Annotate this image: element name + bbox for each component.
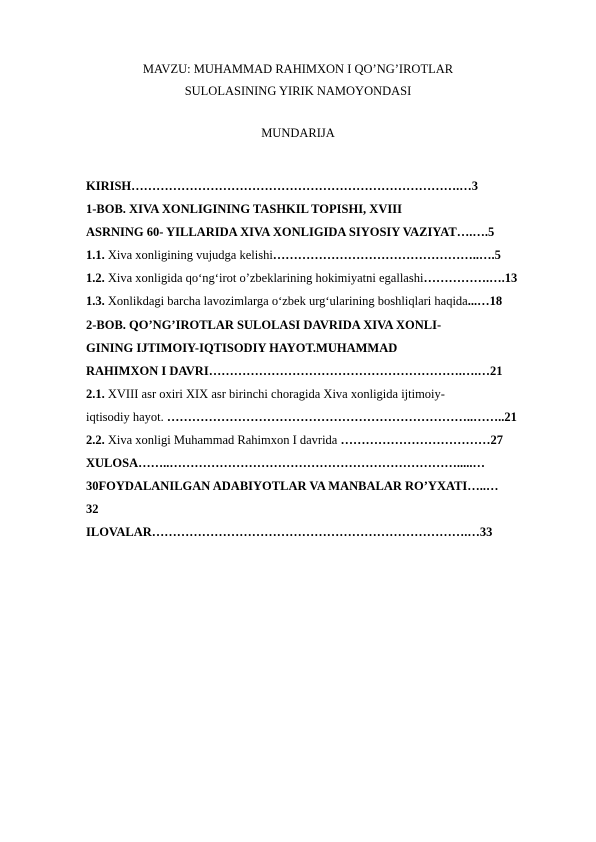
toc-entry-references-page xyxy=(86,502,99,517)
toc-entry-number: 1.3. xyxy=(86,294,105,308)
toc-leader: ...…18 xyxy=(467,294,503,308)
toc-entry-text: ASRNING 60- YILLARIDA XIVA XONLIGIDA SIYOSIY VAZIYAT xyxy=(86,225,457,239)
toc-leader: …………….….13 xyxy=(423,271,518,285)
toc-entry-references xyxy=(86,479,499,494)
toc-leader: ……..…………………………………………………………….....… xyxy=(138,456,485,470)
toc-leader: …………………………………………..….5 xyxy=(272,248,501,262)
toc-entry-1-1 xyxy=(86,248,501,263)
toc-entry-2-1-line-2 xyxy=(86,410,517,425)
toc-leader: …………………………………………………………………….…3 xyxy=(131,179,479,193)
toc-leader: ………………………………………………………………….…33 xyxy=(151,525,493,539)
toc-entry-text: 30FOYDALANILGAN ADABIYOTLAR VA MANBALAR RO’YXATI xyxy=(86,479,468,493)
toc-entry-text: KIRISH xyxy=(86,179,132,193)
toc-entry-chapter-2-line-3 xyxy=(86,364,502,379)
contents-heading: MUNDARIJA xyxy=(261,126,335,140)
toc-leader: ………………………………………………………………..……..21 xyxy=(163,410,517,424)
toc-entry-chapter-2-line-1 xyxy=(86,318,441,333)
toc-entry-number: 1.2. xyxy=(86,271,105,285)
toc-entry-text: RAHIMXON I DAVRI xyxy=(86,364,209,378)
toc-entry-1-2 xyxy=(86,271,517,286)
toc-entry-text: Xiva xonligi Muhammad Rahimxon I davrida xyxy=(104,433,338,447)
toc-entry-number: 2.1. xyxy=(86,387,105,401)
topic-title-line-2: SULOLASINING YIRIK NAMOYONDASI xyxy=(184,84,412,98)
toc-entry-1-3 xyxy=(86,294,502,309)
toc-entry-chapter-2-line-2 xyxy=(86,341,397,356)
toc-entry-2-1-line-1 xyxy=(86,387,445,402)
toc-entry-text: 1-BOB. XIVA XONLIGINING TASHKIL TOPISHI, XVIII xyxy=(86,202,402,216)
toc-entry-chapter-1-line-2 xyxy=(86,225,494,240)
toc-entry-text: Xiva xonligining vujudga kelishi xyxy=(104,248,273,262)
toc-entry-text: iqtisodiy hayot. xyxy=(86,410,164,424)
toc-entry-text: Xiva xonligida qo‘ng‘irot o’zbeklarining hokimiyatni egallashi xyxy=(104,271,424,285)
toc-leader: …………………………………………………….….…21 xyxy=(208,364,503,378)
toc-leader: …..… xyxy=(467,479,499,493)
toc-entry-appendices xyxy=(86,525,492,540)
toc-entry-conclusion xyxy=(86,456,485,471)
toc-leader: ….….5 xyxy=(456,225,495,239)
toc-entry-text: GINING IJTIMOIY-IQTISODIY HAYOT.MUHAMMAD xyxy=(86,341,398,355)
toc-entry-number: 2.2. xyxy=(86,433,105,447)
toc-entry-text: XVIII asr oxiri XIX asr birinchi choragida Xiva xonligida ijtimoiy- xyxy=(104,387,445,401)
toc-leader: ………………………………27 xyxy=(337,433,503,447)
toc-entry-2-2 xyxy=(86,433,503,448)
toc-entry-text: XULOSA xyxy=(86,456,139,470)
toc-entry-intro xyxy=(86,179,478,194)
toc-entry-text: ILOVALAR xyxy=(86,525,152,539)
toc-entry-number: 1.1. xyxy=(86,248,105,262)
toc-entry-chapter-1-line-1 xyxy=(86,202,402,217)
toc-entry-text: 2-BOB. QO’NG’IROTLAR SULOLASI DAVRIDA XIVA XONLI- xyxy=(86,318,442,332)
toc-entry-text: 32 xyxy=(86,502,99,516)
topic-title-line-1: MAVZU: MUHAMMAD RAHIMXON I QO’NG’IROTLAR xyxy=(142,62,454,76)
toc-entry-text: Xonlikdagi barcha lavozimlarga o‘zbek urg‘ularining boshliqlari haqida xyxy=(104,294,468,308)
